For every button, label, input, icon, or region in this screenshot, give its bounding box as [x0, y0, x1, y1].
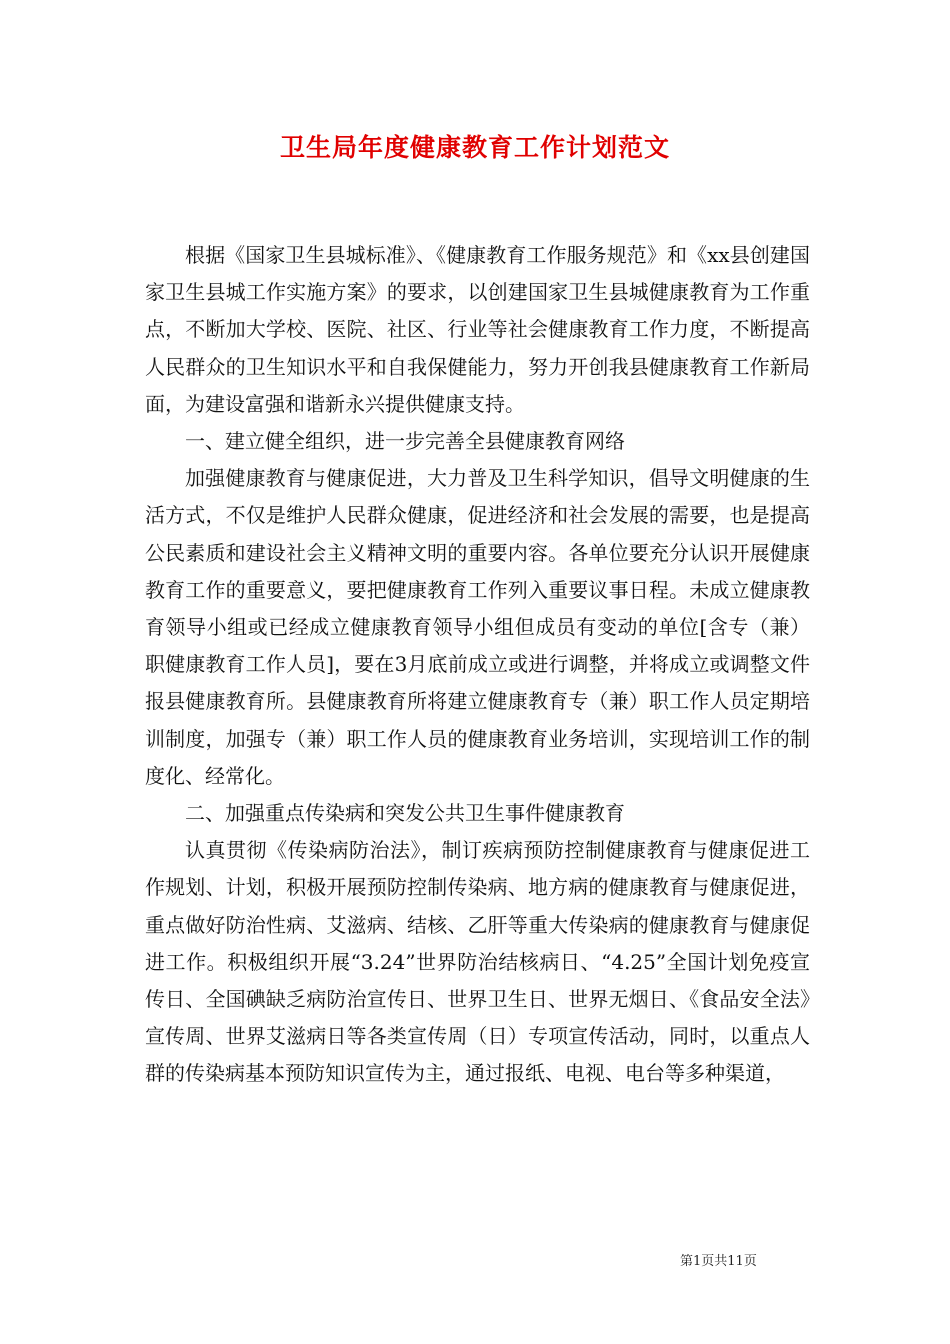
section-heading-2: 二、加强重点传染病和突发公共卫生事件健康教育 [185, 801, 625, 826]
page-number: 第1页共11页 [680, 1254, 757, 1269]
paragraph-section-1: 加强健康教育与健康促进，大力普及卫生科学知识，倡导文明健康的生活方式，不仅是维护人民群众健康，促进经济和社会发展的需要，也是提高公民素质和建设社会主义精神文明的重要内容。各单位要充分认识开展健康教育工作的重要意义，要把健康教育工作列入重要议事日程。未成立健康教育领导小组或已经成立健康教育领导小组但成员有变动的单位[含专（兼）职健康教育工作人员]，要在3月底前成立或进行调整，并将成立或调整文件报县健康教育所。县健康教育所将建立健康教育专（兼）职工作人员定期培训制度，加强专（兼）职工作人员的健康教育业务培训，实现培训工作的制度化、经常化。 [145, 466, 810, 788]
section-heading-1: 一、建立健全组织，进一步完善全县健康教育网络 [185, 429, 625, 454]
document-body [145, 237, 810, 1093]
paragraph-section-2: 认真贯彻《传染病防治法》，制订疾病预防控制健康教育与健康促进工作规划、计划，积极开展预防控制传染病、地方病的健康教育与健康促进，重点做好防治性病、艾滋病、结核、乙肝等重大传染病的健康教育与健康促进工作。积极组织开展“3.24”世界防治结核病日、“4.25”全国计划免疫宣传日、全国碘缺乏病防治宣传日、世界卫生日、世界无烟日、《食品安全法》宣传周、世界艾滋病日等各类宣传周（日）专项宣传活动，同时，以重点人群的传染病基本预防知识宣传为主，通过报纸、电视、电台等多种渠道， [145, 838, 810, 1086]
document-title: 卫生局年度健康教育工作计划范文 [279, 133, 670, 162]
paragraph-intro: 根据《国家卫生县城标准》、《健康教育工作服务规范》和《xx县创建国家卫生县城工作实施方案》的要求，以创建国家卫生县城健康教育为工作重点，不断加大学校、医院、社区、行业等社会健康教育工作力度，不断提高人民群众的卫生知识水平和自我保健能力，努力开创我县健康教育工作新局面，为建设富强和谐新永兴提供健康支持。 [145, 243, 810, 416]
